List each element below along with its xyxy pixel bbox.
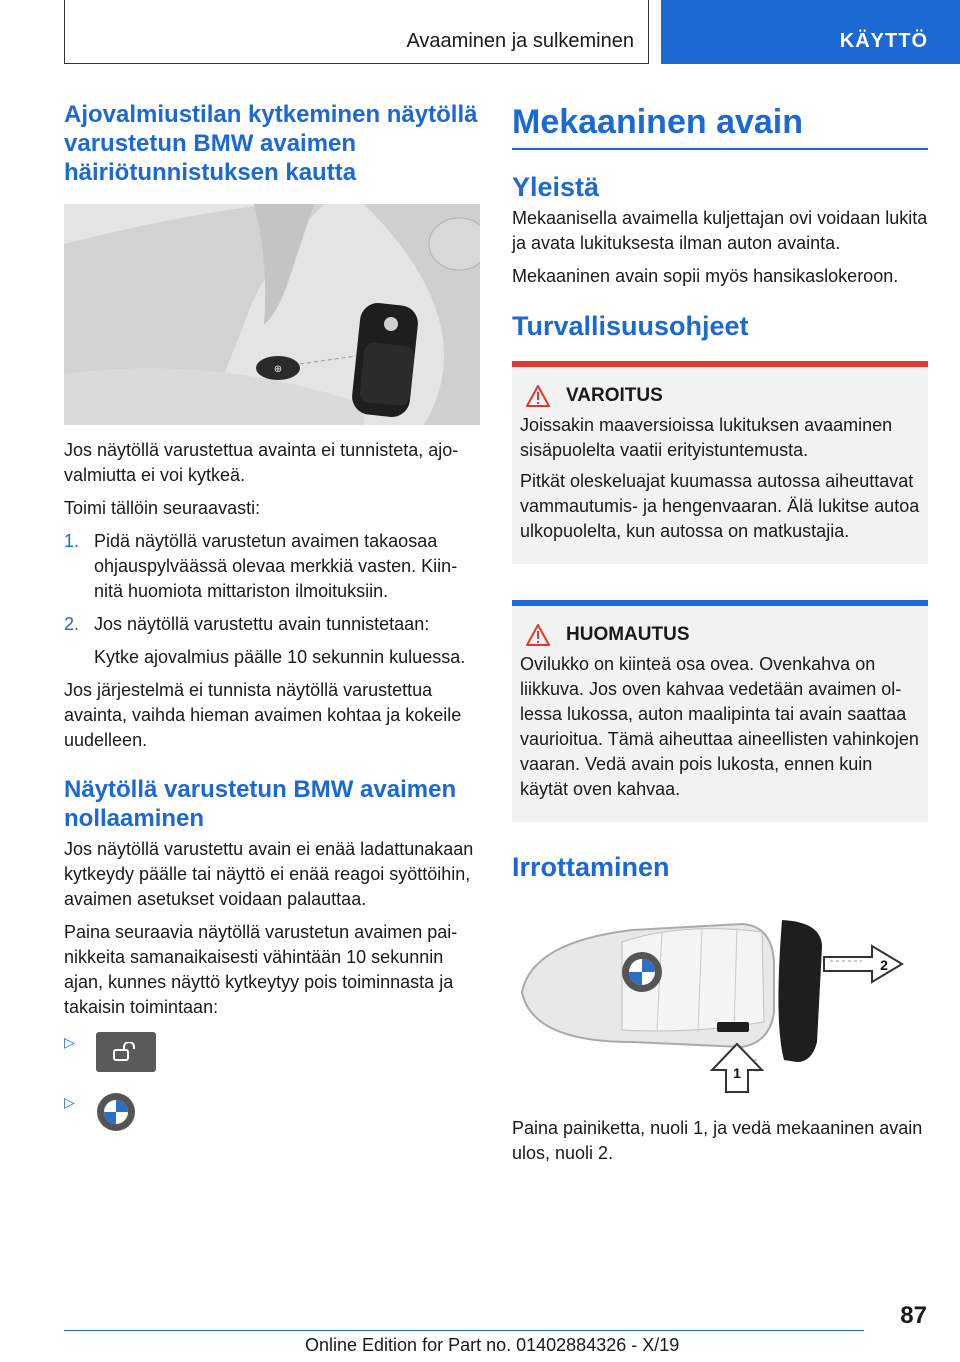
header-section-title: Avaaminen ja sulkeminen	[406, 30, 634, 52]
step-number: 2.	[64, 614, 80, 634]
steering-column-key-image	[64, 204, 480, 425]
paragraph-general-2: Mekaaninen avain sopii myös hansikaslokeroon.	[512, 266, 899, 286]
warning-triangle-icon	[526, 385, 550, 407]
arrow-2-label: 2	[880, 957, 888, 973]
notice-title: HUOMAUTUS	[566, 624, 690, 645]
svg-text:⊕: ⊕	[273, 364, 283, 375]
paragraph-press-buttons: Paina seuraavia näytöllä varustetun avaimen painikkeita samanaikaisesti vähintään 10 sekunnin ajan, kunnes näyttö kytkeytyy pois toiminnasta ja takaisin toimintaan:	[64, 922, 458, 1017]
paragraph-reset-condition: Jos näytöllä varustettu avain ei enää ladattunakaan kytkeydy päälle tai näyttö ei enää reagoi syöttöihin, avaimen asetukset voidaan palauttaa.	[64, 839, 474, 909]
unlock-button-icon	[96, 1032, 156, 1072]
warning-title: VAROITUS	[566, 385, 663, 406]
notice-box	[512, 600, 928, 822]
warning-header	[520, 367, 920, 413]
paragraph-do-as-follows: Toimi tällöin seuraavasti:	[64, 498, 261, 518]
step-number: 1.	[64, 531, 80, 551]
steps-list	[64, 529, 480, 670]
list-item	[64, 529, 480, 604]
heading-ignition-via-interference: Ajovalmiustilan kytkeminen näytöllä varustetun BMW avaimen häiriötunnistuksen kautta	[64, 101, 478, 186]
list-item	[64, 1092, 480, 1138]
bmw-logo-button-icon	[96, 1092, 136, 1132]
list-item	[64, 612, 480, 670]
header-section-box	[64, 0, 649, 64]
heading-removing: Irrottaminen	[512, 852, 670, 882]
heading-general: Yleistä	[512, 172, 600, 202]
paragraph-general-1: Mekaanisella avaimella kuljettajan ovi voidaan lukita ja avata lukituksesta ilman auton avainta.	[512, 208, 928, 253]
bullet-triangle-icon: ▷	[64, 1094, 75, 1110]
notice-paragraph-1: Ovilukko on kiinteä osa ovea. Ovenkahva on liikkuva. Jos oven kahvaa vedetään avaimen ollessa lukossa, auton maalipinta tai avain saattaa vaurioitua. Tämä aiheuttaa aineellisten vahinkojen vaaran. Vedä avain pois lukosta, ennen kuin käytät oven kahvaa.	[520, 654, 919, 799]
step-text: Jos näytöllä varustettu avain tunnistetaan:	[94, 614, 430, 634]
right-column	[512, 100, 928, 1166]
list-item	[64, 1032, 480, 1078]
caution-triangle-icon	[526, 624, 550, 646]
paragraph-key-not-recognized: Jos näytöllä varustettua avainta ei tunnisteta, ajovalmiutta ei voi kytkeä.	[64, 440, 459, 485]
step-sub-text: Kytke ajovalmius päälle 10 sekunnin kuluessa.	[94, 647, 466, 667]
bullet-triangle-icon: ▷	[64, 1034, 75, 1050]
title-mechanical-key: Mekaaninen avain	[512, 100, 928, 150]
step-text: Pidä näytöllä varustetun avaimen takaosaa ohjauspylväässä olevaa merkkiä vasten. Kiinnitä huomiota mittariston ilmoituksiin.	[94, 531, 458, 601]
page-number: 87	[900, 1302, 927, 1329]
key-removal-image	[512, 902, 928, 1112]
warning-paragraph-2: Pitkät oleskeluajat kuumassa autossa aiheuttavat vammautumis- ja hengenvaaran. Älä lukitse autoa ulkopuolelta, kun autossa on matkustajia.	[520, 471, 920, 541]
paragraph-remove-instructions: Paina painiketta, nuoli 1, ja vedä mekaaninen avain ulos, nuoli 2.	[512, 1118, 923, 1163]
heading-reset-key: Näytöllä varustetun BMW avaimen nollaaminen	[64, 776, 457, 832]
warning-box	[512, 361, 928, 564]
footer-edition-text: Online Edition for Part no. 01402884326 - X/19	[305, 1335, 680, 1355]
left-column	[64, 100, 480, 1138]
paragraph-retry: Jos järjestelmä ei tunnista näytöllä varustettua avainta, vaihda hieman avaimen kohtaa ja kokeile uudelleen.	[64, 680, 462, 750]
notice-header	[520, 606, 920, 652]
heading-safety: Turvallisuusohjeet	[512, 311, 749, 341]
arrow-1-label: 1	[733, 1065, 741, 1081]
header-chapter-tab: KÄYTTÖ	[661, 0, 960, 64]
warning-paragraph-1: Joissakin maaversioissa lukituksen avaaminen sisäpuolelta vaatii erityistuntemusta.	[520, 415, 893, 460]
footer-divider	[64, 1330, 864, 1331]
